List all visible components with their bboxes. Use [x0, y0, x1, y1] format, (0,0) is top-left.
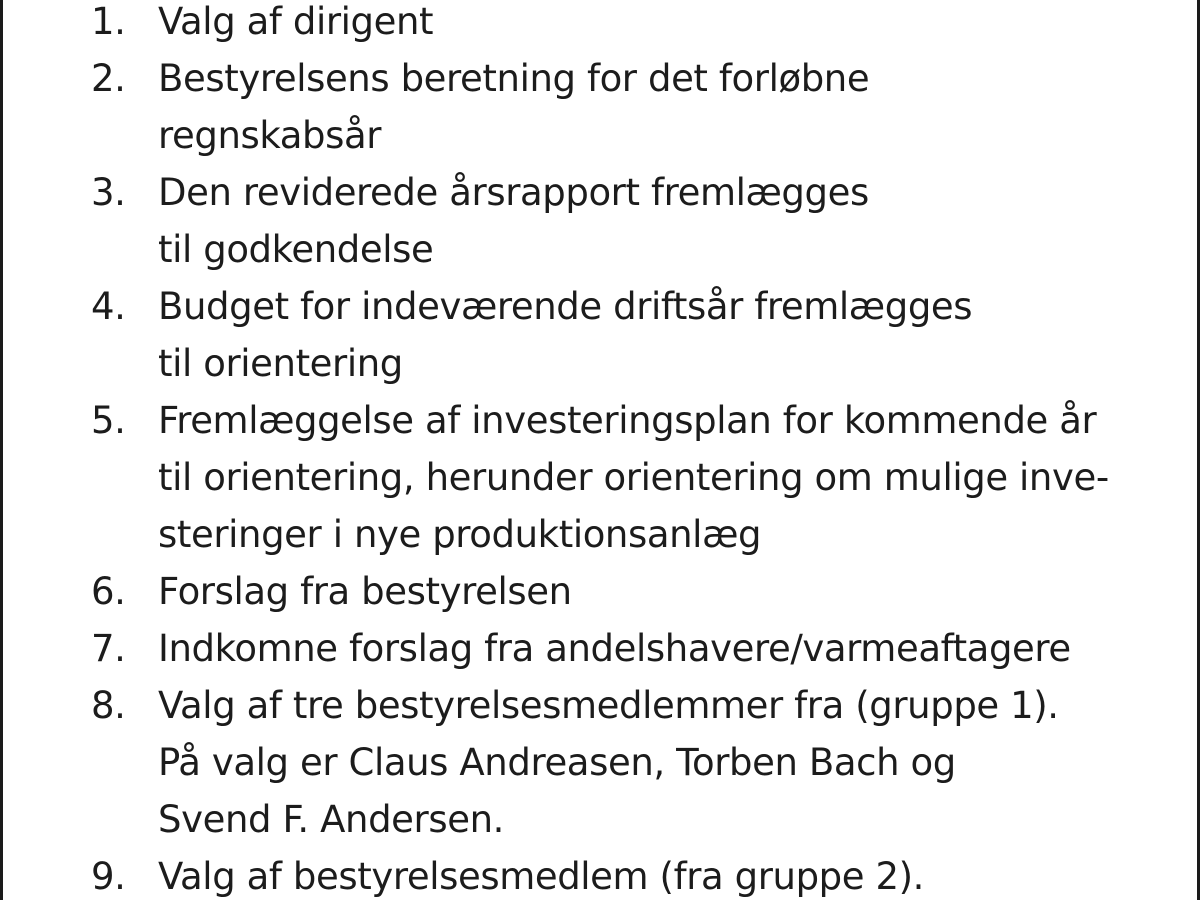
agenda-item-6: [3, 563, 1197, 620]
agenda-item-5: [3, 392, 1197, 563]
agenda-item-text: Forslag fra bestyrelsen: [158, 570, 572, 613]
agenda-item-9: [3, 848, 1197, 900]
agenda-item-text: regnskabsår: [158, 114, 382, 157]
agenda-item-text: Budget for indeværende driftsår fremlægges: [158, 285, 973, 328]
agenda-item-text: Valg af dirigent: [158, 0, 434, 43]
agenda-item-3: [3, 164, 1197, 278]
agenda-item-number: 3.: [91, 171, 126, 214]
agenda-item-text: til godkendelse: [158, 228, 434, 271]
agenda-item-text: Indkomne forslag fra andelshavere/varmeaftagere: [158, 627, 1071, 670]
agenda-item-number: 1.: [91, 0, 126, 43]
agenda-item-1: [3, 0, 1197, 50]
agenda-item-8: [3, 677, 1197, 848]
agenda-item-text: Fremlæggelse af investeringsplan for kommende år: [158, 399, 1097, 442]
agenda-item-number: 7.: [91, 627, 126, 670]
agenda-item-number: 8.: [91, 684, 126, 727]
agenda-item-text: Svend F. Andersen.: [158, 798, 504, 841]
agenda-item-7: [3, 620, 1197, 677]
agenda-item-text: steringer i nye produktionsanlæg: [158, 513, 762, 556]
agenda-item-number: 2.: [91, 57, 126, 100]
agenda-item-text: På valg er Claus Andreasen, Torben Bach og: [158, 741, 956, 784]
agenda-item-number: 9.: [91, 855, 126, 898]
agenda-list: [3, 0, 1197, 900]
agenda-item-text: Valg af tre bestyrelsesmedlemmer fra (gruppe 1).: [158, 684, 1059, 727]
agenda-item-number: 5.: [91, 399, 126, 442]
agenda-item-text: Bestyrelsens beretning for det forløbne: [158, 57, 870, 100]
agenda-item-number: 4.: [91, 285, 126, 328]
agenda-item-2: [3, 50, 1197, 164]
agenda-item-text: Den reviderede årsrapport fremlægges: [158, 171, 869, 214]
agenda-item-number: 6.: [91, 570, 126, 613]
agenda-item-text: til orientering: [158, 342, 403, 385]
agenda-item-4: [3, 278, 1197, 392]
agenda-item-text: til orientering, herunder orientering om mulige inve-: [158, 456, 1109, 499]
agenda-item-text: Valg af bestyrelsesmedlem (fra gruppe 2).: [158, 855, 925, 898]
